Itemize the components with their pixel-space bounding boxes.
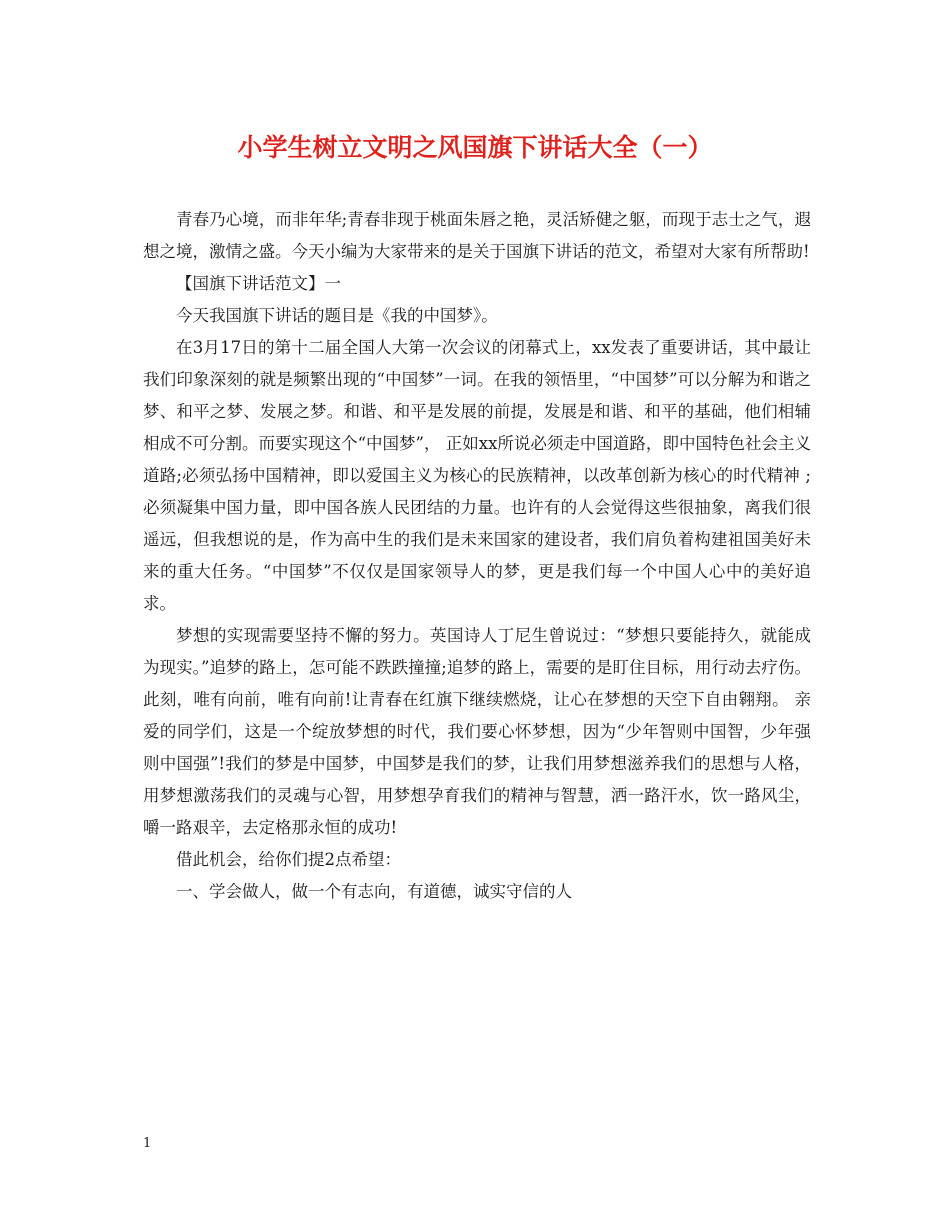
page-number: 1 bbox=[143, 1136, 152, 1151]
paragraph-intro: 青春乃心境，而非年华;青春非现于桃面朱唇之艳，灵活矫健之躯，而现于志士之气，遐想之境，激情之盛。今天小编为大家带来的是关于国旗下讲话的范文，希望对大家有所帮助! bbox=[143, 210, 811, 261]
paragraph-hopes-intro: 借此机会，给你们提2点希望： bbox=[176, 850, 401, 869]
paragraph-speech-topic: 今天我国旗下讲话的题目是《我的中国梦》。 bbox=[176, 306, 498, 325]
paragraph-chinese-dream: 在3月17日的第十二届全国人大第一次会议的闭幕式上，xx发表了重要讲话，其中最让我们印象深刻的就是频繁出现的“中国梦”一词。在我的领悟里，“中国梦”可以分解为和谐之梦、和平之梦、发展之梦。和谐、和平是发展的前提，发展是和谐、和平的基础，他们相辅相成不可分割。而要实现这个“中国梦”， 正如xx所说必须走中国道路，即中国特色社会主义道路;必须弘扬中国精神，即以爱国主义为核心的民族精神，以改革创新为核心的时代精神 ;必须凝集中国力量，即中国各族人民团结的力量。也许有的人会觉得这些很抽象，离我们很遥远，但我想说的是，作为高中生的我们是未来国家的建设者，我们肩负着构建祖国美好未来的重大任务。“中国梦”不仅仅是国家领导人的梦，更是我们每一个中国人心中的美好追求。 bbox=[143, 338, 811, 613]
paragraph-hope-one: 一、学会做人，做一个有志向，有道德，诚实守信的人 bbox=[176, 882, 572, 901]
document-title: 小学生树立文明之风国旗下讲话大全（一） bbox=[237, 133, 713, 162]
paragraph-section-heading: 【国旗下讲话范文】一 bbox=[176, 274, 341, 293]
document-body bbox=[143, 204, 811, 908]
paragraph-dream-effort: 梦想的实现需要坚持不懈的努力。英国诗人丁尼生曾说过：“梦想只要能持久，就能成为现实。”追梦的路上，怎可能不跌跌撞撞;追梦的路上，需要的是盯住目标，用行动去疗伤。此刻，唯有向前，唯有向前!让青春在红旗下继续燃烧，让心在梦想的天空下自由翱翔。 亲爱的同学们，这是一个绽放梦想的时代，我们要心怀梦想，因为“少年智则中国智，少年强则中国强”!我们的梦是中国梦，中国梦是我们的梦，让我们用梦想滋养我们的思想与人格，用梦想激荡我们的灵魂与心智，用梦想孕育我们的精神与智慧，洒一路汗水，饮一路风尘，嚼一路艰辛，去定格那永恒的成功! bbox=[143, 626, 811, 837]
